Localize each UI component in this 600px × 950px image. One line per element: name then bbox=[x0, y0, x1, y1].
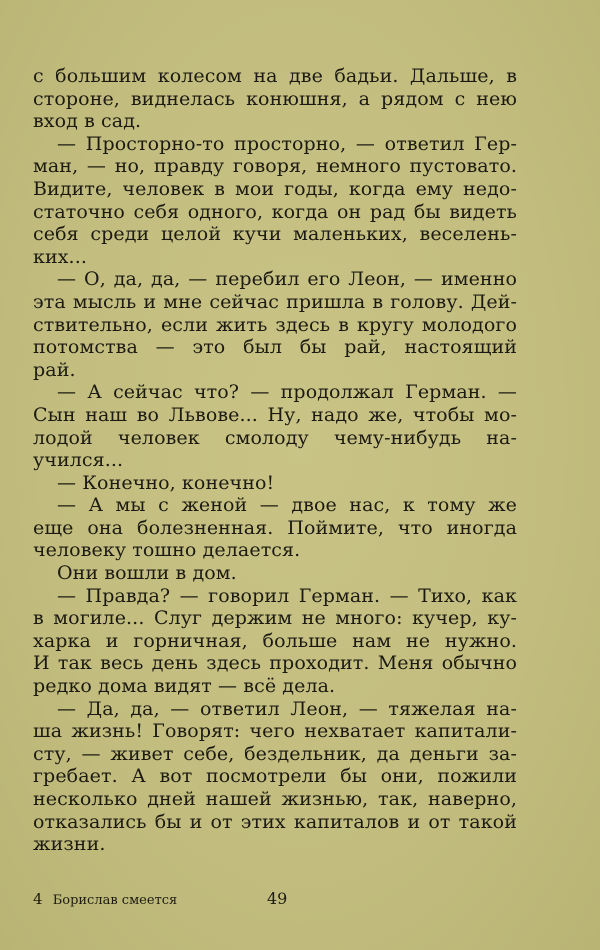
text-line: — Да, да, — ответил Леон, — тяжелая на- bbox=[57, 697, 517, 720]
text-line: — А мы с женой — двое нас, к тому же bbox=[57, 494, 517, 517]
text-line: рай. bbox=[33, 358, 76, 381]
text-line: гребает. А вот посмотрели бы они, пожили bbox=[33, 765, 517, 788]
page-footer bbox=[33, 887, 517, 911]
text-line: — Конечно, конечно! bbox=[57, 471, 275, 494]
text-line: человеку тошно делается. bbox=[33, 539, 301, 562]
text-line: — О, да, да, — перебил его Леон, — именно bbox=[57, 268, 517, 291]
text-line: стороне, виднелась конюшня, а рядом с нею bbox=[33, 87, 517, 110]
text-line: несколько дней нашей жизнью, так, наверно, bbox=[33, 788, 517, 810]
text-line: ствительно, если жить здесь в кругу молодого bbox=[33, 313, 517, 336]
text-line: эта мысль и мне сейчас пришла в голову. Дей- bbox=[33, 290, 517, 313]
text-line: И так весь день здесь проходит. Меня обычно bbox=[33, 652, 517, 675]
text-line: харка и горничная, больше нам не нужно. bbox=[33, 629, 517, 652]
text-line: — Правда? — говорил Герман. — Тихо, как bbox=[57, 584, 517, 607]
text-line: ша жизнь! Говорят: чего нехватает капитали- bbox=[33, 720, 517, 743]
signature-title: Борислав смеется bbox=[52, 893, 178, 908]
text-line: сту, — живет себе, бездельник, да деньги за- bbox=[33, 742, 517, 765]
text-line: вход в сад. bbox=[33, 110, 142, 133]
text-line: лодой человек смолоду чему-нибудь на- bbox=[33, 426, 517, 449]
text-line: себя среди целой кучи маленьких, веселень- bbox=[33, 223, 517, 246]
body-text bbox=[33, 65, 517, 856]
text-line: Сын наш во Львове... Ну, надо же, чтобы мо- bbox=[33, 403, 517, 426]
text-line: ких... bbox=[33, 245, 87, 268]
text-line: с большим колесом на две бадьи. Дальше, в bbox=[33, 65, 517, 87]
signature-number: 4 bbox=[33, 890, 43, 908]
text-line: потомства — это был бы рай, настоящий bbox=[33, 336, 517, 359]
text-line: — А сейчас что? — продолжал Герман. — bbox=[57, 381, 517, 404]
text-line: статочно себя одного, когда он рад бы видеть bbox=[33, 200, 517, 223]
text-line: ман, — но, правду говоря, немного пустовато. bbox=[33, 155, 517, 178]
text-line: Видите, человек в мои годы, когда ему недо- bbox=[33, 177, 517, 200]
text-line: еще она болезненная. Поймите, что иногда bbox=[33, 516, 517, 539]
text-line: в могиле... Слуг держим не много: кучер, ку- bbox=[33, 607, 517, 630]
text-line: отказались бы и от этих капиталов и от такой bbox=[33, 810, 517, 833]
text-line: — Просторно-то просторно, — ответил Гер- bbox=[57, 132, 517, 155]
text-line: учился... bbox=[33, 449, 124, 472]
text-line: редко дома видят — всё дела. bbox=[33, 675, 336, 698]
page-number: 49 bbox=[267, 889, 288, 908]
signature-mark bbox=[33, 887, 177, 913]
text-line: Они вошли в дом. bbox=[57, 562, 237, 585]
text-line: жизни. bbox=[33, 833, 106, 856]
